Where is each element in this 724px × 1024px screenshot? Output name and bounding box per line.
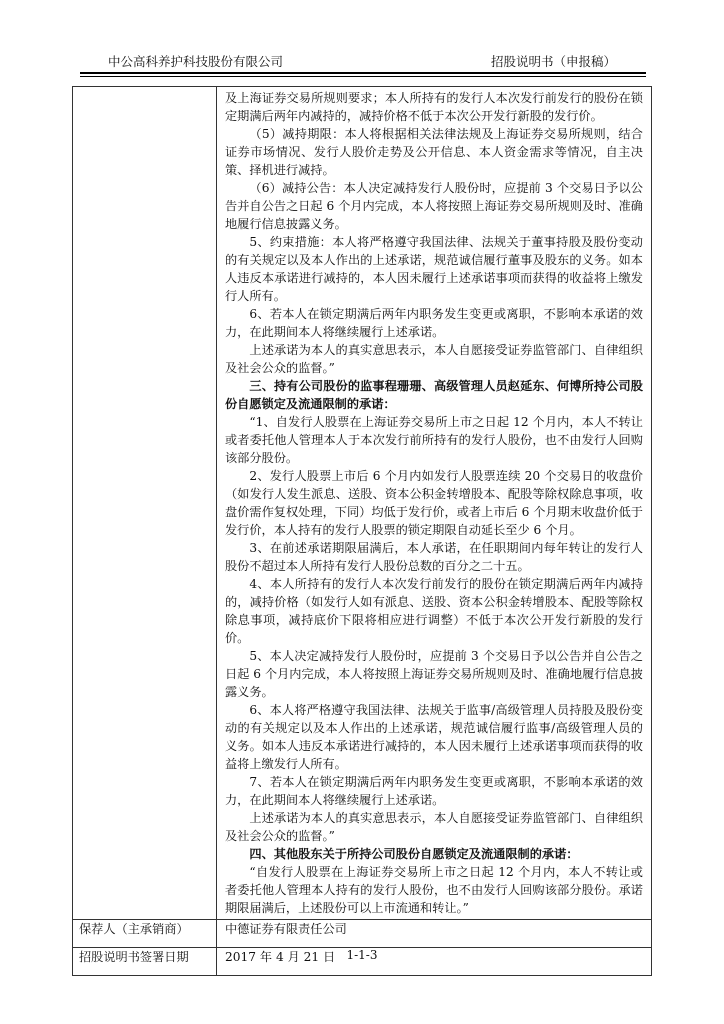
company-name: 中公高科养护科技股份有限公司 — [108, 54, 284, 69]
paragraph: 上述承诺为本人的真实意思表示，本人自愿接受证券监管部门、自律组织及社会公众的监督。” — [225, 811, 643, 843]
sponsor-value: 中德证券有限责任公司 — [217, 920, 652, 948]
paragraph: 6、若本人在锁定期满后两年内职务发生变更或离职，不影响本承诺的效力，在此期间本人将继续履行上述承诺。 — [225, 307, 643, 339]
commitment-row — [73, 87, 652, 920]
section-heading: 三、持有公司股份的监事程珊珊、高级管理人员赵延东、何博所持公司股份自愿锁定及流通限制的承诺： — [225, 379, 643, 411]
document-title: 招股说明书（申报稿） — [490, 54, 616, 69]
paragraph: 5、约束措施：本人将严格遵守我国法律、法规关于董事持股及股份变动的有关规定以及本人作出的上述承诺，规范诚信履行董事及股东的义务。如本人违反本承诺进行减持的，本人因未履行上述承诺事项而获得的收益将上缴发行人所有。 — [225, 235, 643, 303]
header-rule — [80, 76, 646, 77]
page-header — [80, 52, 646, 74]
paragraph: （6）减持公告：本人决定减持发行人股份时，应提前 3 个交易日予以公告并自公告之日起 6 个月内完成，本人将按照上海证券交易所规则及时、准确地履行信息披露义务。 — [225, 181, 643, 231]
paragraph: 3、在前述承诺期限届满后，本人承诺，在任职期间内每年转让的发行人股份不超过本人所持有发行人股份总数的百分之二十五。 — [225, 541, 643, 573]
sponsor-label: 保荐人（主承销商） — [73, 920, 217, 948]
page-number: 1-1-3 — [346, 948, 378, 962]
paragraph: 2、发行人股票上市后 6 个月内如发行人股票连续 20 个交易日的收盘价（如发行人发生派息、送股、资本公积金转增股本、配股等除权除息事项，收盘价需作复权处理，下同）均低于发行价，或者上市后 6 个月期末收盘价低于发行价，本人持有的发行人股票的锁定期限自动延长至少 6 个月。 — [225, 469, 643, 537]
paragraph: 4、本人所持有的发行人本次发行前发行的股份在锁定期满后两年内减持的，减持价格（如发行人如有派息、送股、资本公积金转增股本、配股等除权除息事项，减持底价下限将相应进行调整）不低于本次公开发行新股的发行价。 — [225, 577, 643, 645]
commitment-label-cell — [73, 87, 217, 920]
sponsor-row — [73, 920, 652, 948]
section-heading: 四、其他股东关于所持公司股份自愿锁定及流通限制的承诺： — [249, 847, 579, 861]
signing-date-label: 招股说明书签署日期 — [73, 948, 217, 976]
paragraph: “自发行人股票在上海证券交易所上市之日起 12 个月内，本人不转让或者委托他人管理本人持有的发行人股份，也不由发行人回购该部分股份。承诺期限届满后，上述股份可以上市流通和转让。” — [225, 865, 643, 915]
paragraph: 5、本人决定减持发行人股份时，应提前 3 个交易日予以公告并自公告之日起 6 个月内完成，本人将按照上海证券交易所规则及时、准确地履行信息披露义务。 — [225, 649, 643, 699]
paragraph: 及上海证券交易所规则要求；本人所持有的发行人本次发行前发行的股份在锁定期满后两年内减持的，减持价格不低于本次公开发行新股的发行价。 — [225, 91, 643, 123]
paragraph: “1、自发行人股票在上海证券交易所上市之日起 12 个月内，本人不转让或者委托他人管理本人于本次发行前所持有的发行人股份，也不由发行人回购该部分股份。 — [225, 415, 643, 465]
paragraph: 6、本人将严格遵守我国法律、法规关于监事/高级管理人员持股及股份变动的有关规定以及本人作出的上述承诺，规范诚信履行监事/高级管理人员的义务。如本人违反本承诺进行减持的，本人因未履行上述承诺事项而获得的收益将上缴发行人所有。 — [225, 703, 643, 771]
commitment-text-cell — [217, 87, 652, 920]
paragraph: （5）减持期限：本人将根据相关法律法规及上海证券交易所规则，结合证券市场情况、发行人股价走势及公开信息、本人资金需求等情况，自主决策、择机进行减持。 — [225, 127, 643, 177]
signing-date-value: 2017 年 4 月 21 日 — [217, 948, 652, 976]
paragraph: 上述承诺为本人的真实意思表示，本人自愿接受证券监管部门、自律组织及社会公众的监督。” — [225, 343, 643, 375]
prospectus-table — [72, 86, 652, 976]
paragraph: 7、若本人在锁定期满后两年内职务发生变更或离职，不影响本承诺的效力，在此期间本人将继续履行上述承诺。 — [225, 775, 643, 807]
